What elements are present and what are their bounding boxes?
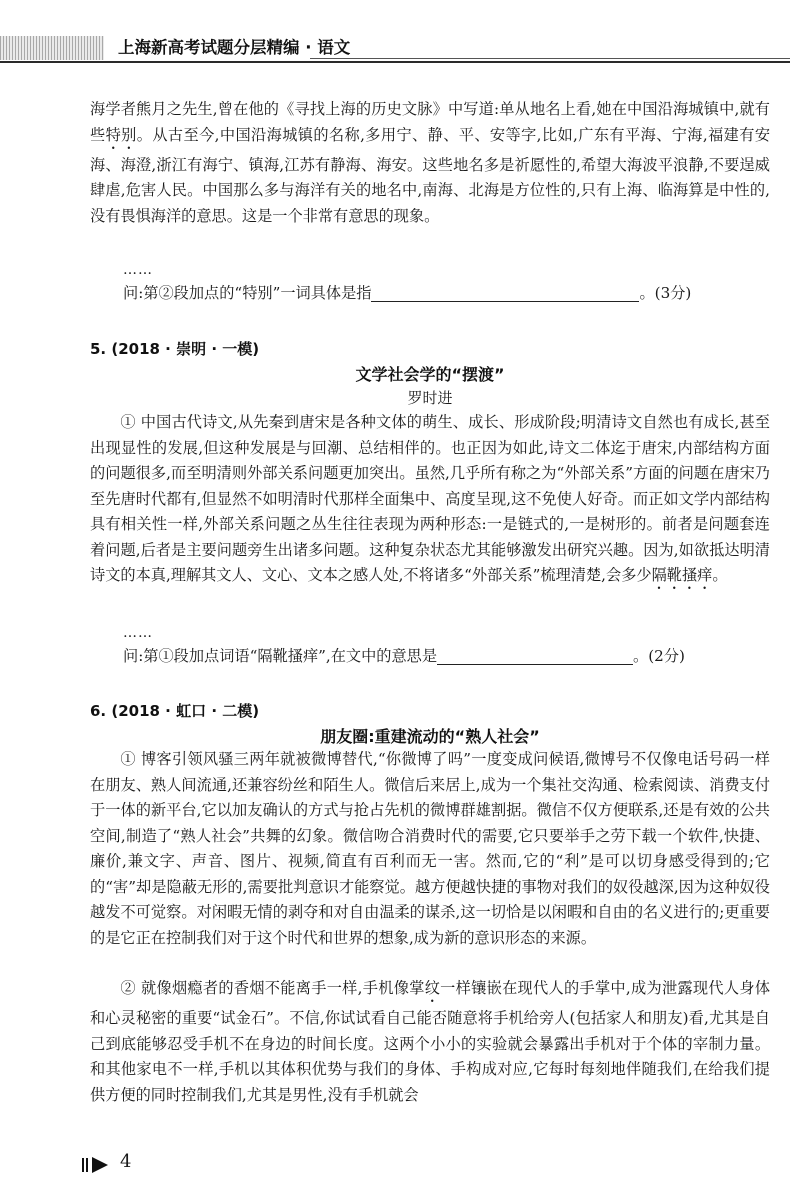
sec5-author: 罗时进 [407,389,453,407]
sec5-paragraph-1: ① 中国古代诗文,从先秦到唐宋是各种文体的萌生、成长、形成阶段;明清诗文自然也有成长,甚至出现显性的发展,但这种发展是与回潮、总结相伴的。也正因为如此,诗文二体迄于唐宋,内部结构方面的问题很多,而至明清则外部关系问题更加突出。虽然,几乎所有称之为“外部关系”方面的问题在唐宋乃至先唐时代都有,但显然不如明清时代那样全面集中、高度呈现,这不免使人好奇。而正如文学内部结构具有相关性一样,外部关系问题之丛生往往表现为两种形态:一是链式的,一是树形的。前者是问题套连着问题,后者是主要问题旁生出诸多问题。这种复杂状态尤其能够激发出研究兴趣。因为,如欲抵达明清诗文的本真,理解其文人、文心、文本之感人处,不将诸多“外部关系”梳理清楚,会多少隔靴搔痒。 [90,413,770,584]
sec4-answer-blank[interactable] [371,283,639,302]
page-number: 4 [120,1151,132,1172]
sec4-question: 问:第②段加点的“特别”一词具体是指 。(3分) [123,284,692,302]
sec6-title: 朋友圈:重建流动的“熟人社会” [320,727,540,746]
sec5-emphasis: 隔靴搔痒 [651,566,713,584]
sec4-ellipsis: …… [123,262,153,278]
header-texture [0,36,104,60]
sec6-label: 6. (2018 · 虹口 · 二模) [90,702,260,720]
header-title: 上海新高考试题分层精编 · 语文 [104,36,364,60]
header-rule [0,61,790,63]
sec5-ellipsis: …… [123,625,153,641]
sec4-emphasis: 特别 [105,125,137,144]
sec5-question: 问:第①段加点词语“隔靴搔痒”,在文中的意思是 。(2分) [123,647,685,665]
sec5-answer-blank[interactable] [437,646,633,665]
page-arrow-icon [82,1155,116,1175]
sec6-emphasis: 纹 [424,979,441,997]
sec6-paragraph-2: ② 就像烟瘾者的香烟不能离手一样,手机像掌纹一样镶嵌在现代人的手掌中,成为泄露现代人身体和心灵秘密的重要“试金石”。不信,你试试看自己能否随意将手机给旁人(包括家人和朋友)看,尤其是自己到底能够忍受手机不在身边的时间长度。这两个小小的实验就会暴露出手机对于个体的宰制力量。和其他家电不一样,手机以其体积优势与我们的身体、手构成对应,它每时每刻地伴随我们,在给我们提供方便的同时控制我们,尤其是男性,没有手机就会 [90,979,771,1104]
sec5-label: 5. (2018 · 崇明 · 一模) [90,340,260,358]
header-thin-rule [310,58,790,59]
sec5-title: 文学社会学的“摆渡” [355,365,505,384]
sec6-paragraph-1: ① 博客引领风骚三两年就被微博替代,“你微博了吗”一度变成问候语,微博号不仅像电话号码一样在朋友、熟人间流通,还兼容纷丝和陌生人。微信后来居上,成为一个集社交沟通、检索阅读、消费支付于一体的新平台,它以加友确认的方式与抢占先机的微博群雄割据。微信不仅方便联系,还是有效的公共空间,制造了“熟人社会”共舞的幻象。微信吻合消费时代的需要,它只要举手之劳下载一个软件,快捷、廉价,兼文字、声音、图片、视频,简直有百利而无一害。然而,它的“利”是可以切身感受得到的;它的“害”却是隐蔽无形的,需要批判意识才能察觉。越方便越快捷的事物对我们的奴役越深,因为这种奴役越发不可觉察。对闲暇无情的剥夺和对自由温柔的谋杀,这一切恰是以闲暇和自由的名义进行的;更重要的是它正在控制我们对于这个时代和世界的想象,成为新的意识形态的来源。 [90,750,770,947]
sec4-paragraph: 海学者熊月之先生,曾在他的《寻找上海的历史文脉》中写道:单从地名上看,她在中国沿海城镇中,就有些特别。从古至今,中国沿海城镇的名称,多用宁、静、平、安等字,比如,广东有平海、宁海,福建有安海、海澄,浙江有海宁、镇海,江苏有静海、海安。这些地名多是祈愿性的,希望大海波平浪静,不要逞威肆虐,危害人民。中国那么多与海洋有关的地名中,南海、北海是方位性的,只有上海、临海算是中性的,没有畏惧海洋的意思。这是一个非常有意思的现象。 [90,100,771,225]
